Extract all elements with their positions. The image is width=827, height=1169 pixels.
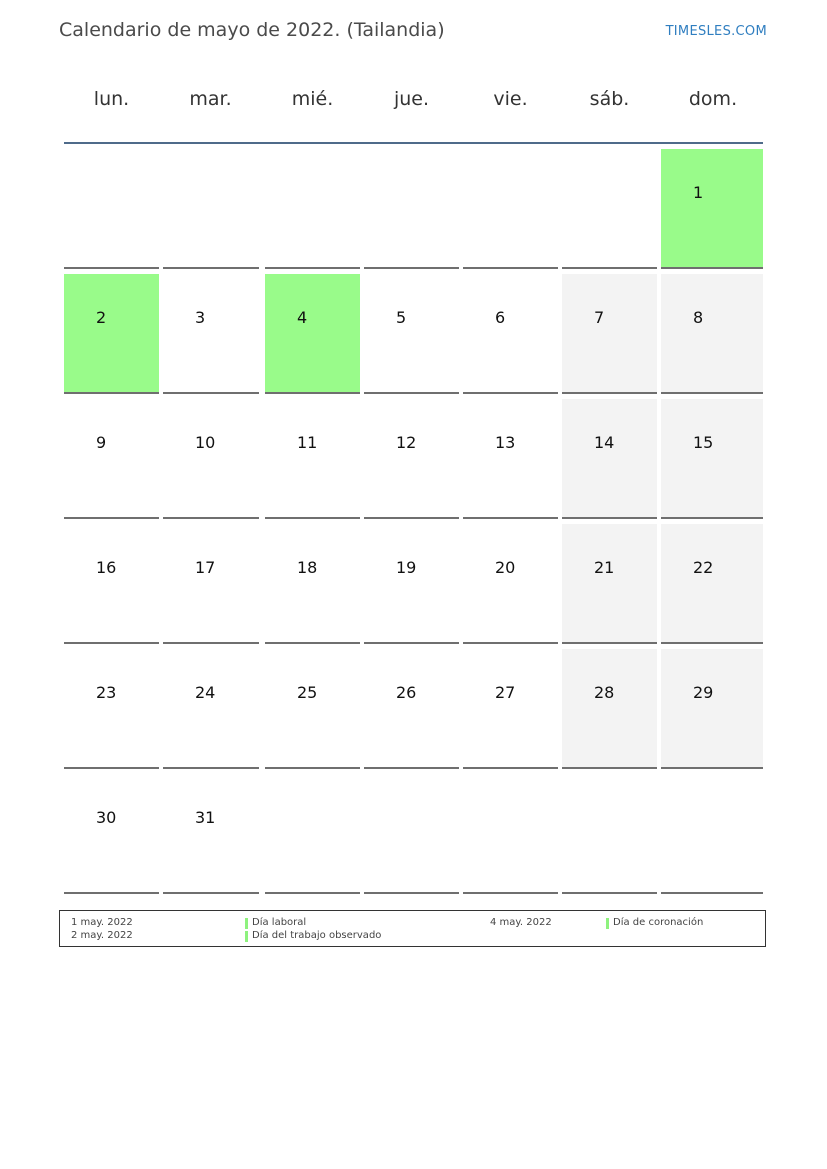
day-number: 24 (195, 683, 216, 702)
day-number: 1 (693, 183, 704, 202)
page-title: Calendario de mayo de 2022. (Tailandia) (59, 19, 445, 41)
empty-day-cell (661, 774, 763, 894)
day-cell (661, 399, 763, 519)
holiday-day-cell (64, 274, 159, 394)
day-number: 28 (594, 683, 615, 702)
day-cell (562, 649, 657, 769)
day-number: 19 (396, 558, 417, 577)
day-number: 29 (693, 683, 714, 702)
empty-day-cell (265, 149, 360, 269)
empty-day-cell (364, 149, 459, 269)
weekday-tue: mar. (189, 88, 232, 110)
weekday-sat: sáb. (589, 88, 630, 110)
day-number: 10 (195, 433, 216, 452)
day-number: 3 (195, 308, 206, 327)
day-number: 17 (195, 558, 216, 577)
weekday-wed: mié. (291, 88, 334, 110)
day-cell (265, 399, 360, 519)
day-cell (562, 524, 657, 644)
day-cell (64, 774, 159, 894)
day-cell (364, 649, 459, 769)
weekday-thu: jue. (393, 88, 430, 110)
day-number: 15 (693, 433, 714, 452)
holiday-day-cell (265, 274, 360, 394)
weekday-mon: lun. (93, 88, 130, 110)
day-number: 11 (297, 433, 318, 452)
day-cell (661, 274, 763, 394)
legend-date: 4 may. 2022 (490, 917, 552, 928)
day-cell (562, 399, 657, 519)
day-number: 26 (396, 683, 417, 702)
empty-day-cell (163, 149, 259, 269)
holiday-day-cell (661, 149, 763, 269)
day-cell (163, 649, 259, 769)
day-number: 30 (96, 808, 117, 827)
weekday-fri: vie. (493, 88, 528, 110)
empty-day-cell (64, 149, 159, 269)
empty-day-cell (562, 149, 657, 269)
day-cell (364, 399, 459, 519)
day-number: 14 (594, 433, 615, 452)
day-number: 13 (495, 433, 516, 452)
day-number: 7 (594, 308, 605, 327)
day-cell (64, 399, 159, 519)
empty-day-cell (463, 774, 558, 894)
day-number: 21 (594, 558, 615, 577)
day-cell (364, 274, 459, 394)
day-cell (163, 524, 259, 644)
weekday-header (64, 88, 763, 118)
day-cell (163, 774, 259, 894)
day-cell (463, 399, 558, 519)
day-number: 5 (396, 308, 407, 327)
day-number: 2 (96, 308, 107, 327)
day-number: 8 (693, 308, 704, 327)
brand-link[interactable]: TIMESLES.COM (665, 24, 767, 39)
empty-day-cell (364, 774, 459, 894)
day-cell (562, 274, 657, 394)
legend-date: 1 may. 2022 (71, 917, 133, 928)
day-cell (463, 649, 558, 769)
legend-date: 2 may. 2022 (71, 930, 133, 941)
day-cell (364, 524, 459, 644)
day-cell (64, 649, 159, 769)
day-number: 31 (195, 808, 216, 827)
day-number: 25 (297, 683, 318, 702)
day-cell (661, 524, 763, 644)
legend-holiday-name: Día de coronación (606, 917, 703, 928)
holiday-legend (59, 910, 766, 947)
day-cell (163, 274, 259, 394)
day-number: 22 (693, 558, 714, 577)
day-number: 9 (96, 433, 107, 452)
day-cell (661, 649, 763, 769)
weekday-sun: dom. (688, 88, 738, 110)
day-number: 18 (297, 558, 318, 577)
day-cell (64, 524, 159, 644)
day-number: 27 (495, 683, 516, 702)
empty-day-cell (463, 149, 558, 269)
day-number: 20 (495, 558, 516, 577)
empty-day-cell (562, 774, 657, 894)
day-number: 6 (495, 308, 506, 327)
day-cell (163, 399, 259, 519)
day-number: 23 (96, 683, 117, 702)
legend-holiday-name: Día del trabajo observado (245, 930, 381, 941)
day-cell (265, 649, 360, 769)
legend-holiday-name: Día laboral (245, 917, 306, 928)
empty-day-cell (265, 774, 360, 894)
day-cell (265, 524, 360, 644)
day-number: 4 (297, 308, 308, 327)
day-number: 12 (396, 433, 417, 452)
day-cell (463, 524, 558, 644)
day-number: 16 (96, 558, 117, 577)
day-cell (463, 274, 558, 394)
calendar-grid (64, 149, 763, 894)
header-divider (64, 142, 763, 144)
